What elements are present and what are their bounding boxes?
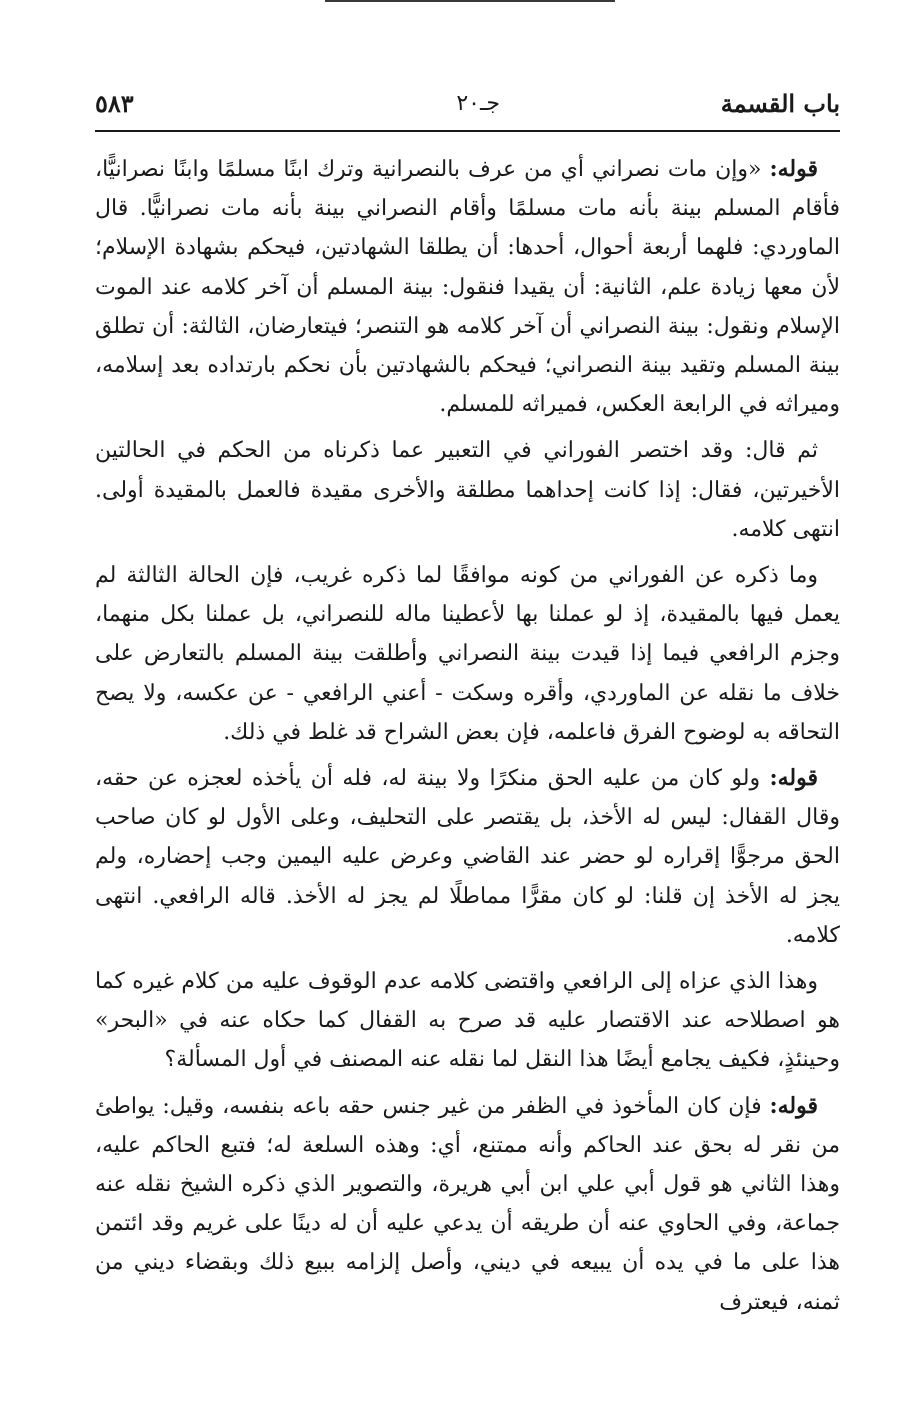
paragraph-lead: قوله: — [769, 1092, 818, 1119]
body-text — [95, 150, 840, 1329]
paragraph — [95, 431, 840, 549]
paragraph-lead: قوله: — [769, 765, 818, 792]
paragraph-text: «وإن مات نصراني أي من عرف بالنصرانية وترك ابنًا مسلمًا وابنًا نصرانيًّا، فأقام المسلم بينة بأنه مات مسلمًا وأقام النصراني بينة بأنه مات نصرانيًّا. قال الماوردي: فلهما أربعة أحوال، أحدها: أن يطلقا الشهادتين، فيحكم بشهادة الإسلام؛ لأن معها زيادة علم، الثانية: أن يقيدا فنقول: بينة المسلم أن آخر كلامه عند الموت الإسلام ونقول: بينة النصراني أن آخر كلامه هو التنصر؛ فيتعارضان، الثالثة: أن تطلق بينة المسلم وتقيد بينة النصراني؛ فيحكم بالشهادتين بأن نحكم بارتداده بعد إسلامه، وميراثه في الرابعة العكس، فميراثه للمسلم. — [95, 157, 840, 418]
paragraph — [95, 556, 840, 752]
paragraph-text: وما ذكره عن الفوراني من كونه موافقًا لما ذكره غريب، فإن الحالة الثالثة لم يعمل فيها بالمقيدة، إذ لو عملنا بها لأعطينا ماله للنصراني، بل عملنا بكل منهما، وجزم الرافعي فيما إذا قيدت بينة النصراني وأطلقت بينة المسلم بالتعارض على خلاف ما نقله عن الماوردي، وأقره وسكت - أعني الرافعي - عن عكسه، ولا يصح التحاقه به لوضوح الفرق فاعلمه، فإن بعض الشراح قد غلط في ذلك. — [95, 563, 840, 745]
paragraph — [95, 150, 840, 424]
paragraph-text: ثم قال: وقد اختصر الفوراني في التعبير عما ذكرناه من الحكم في الحالتين الأخيرتين، فقال: إذا كانت إحداهما مطلقة والأخرى مقيدة فالعمل بالمقيدة أولى. انتهى كلامه. — [95, 438, 840, 542]
volume-number: جـ٢٠ — [456, 91, 500, 116]
paragraph-text: فإن كان المأخوذ في الظفر من غير جنس حقه باعه بنفسه، وقيل: يواطئ من نقر له بحق عند الحاكم وأنه ممتنع، أي: وهذه السلعة له؛ فتبع الحاكم عليه، وهذا الثاني هو قول أبي علي ابن أبي هريرة، والتصوير الذي ذكره الشيخ نقله عنه جماعة، وفي الحاوي عنه أن طريقه أن يدعي عليه أن له دينًا على غريم وقد ائتمن هذا على ما في يده أن يبيعه في ديني، وأصل إلزامه ببيع ذلك وبقضاء ديني من ثمنه، فيعترف — [95, 1093, 840, 1315]
paragraph-lead: قوله: — [769, 156, 818, 182]
page-header — [95, 88, 840, 128]
chapter-title: باب القسمة — [720, 89, 840, 118]
paragraph-text: وهذا الذي عزاه إلى الرافعي واقتضى كلامه عدم الوقوف عليه من كلام غيره كما هو اصطلاحه عند الاقتصار عليه قد صرح به القفال كما حكاه عنه في «البحر» وحينئذٍ، فكيف يجامع أيضًا هذا النقل لما نقله عنه المصنف في أول المسألة؟ — [95, 969, 840, 1073]
paragraph-text: ولو كان من عليه الحق منكرًا ولا بينة له، فله أن يأخذه لعجزه عن حقه، وقال القفال: ليس له الأخذ، بل يقتصر على التحليف، وعلى الأول لو كان صاحب الحق مرجوًّا إقراره لو حضر عند القاضي وعرض عليه اليمين وجب إحضاره، ولم يجز له الأخذ إن قلنا: لو كان مقرًّا مماطلًا لم يجز له الأخذ. قاله الرافعي. انتهى كلامه. — [95, 766, 840, 948]
paragraph — [95, 962, 840, 1080]
paragraph — [95, 759, 840, 955]
header-divider — [95, 130, 840, 132]
page-number: ٥٨٣ — [95, 89, 134, 118]
paragraph — [95, 1087, 840, 1322]
top-rule — [325, 0, 615, 2]
